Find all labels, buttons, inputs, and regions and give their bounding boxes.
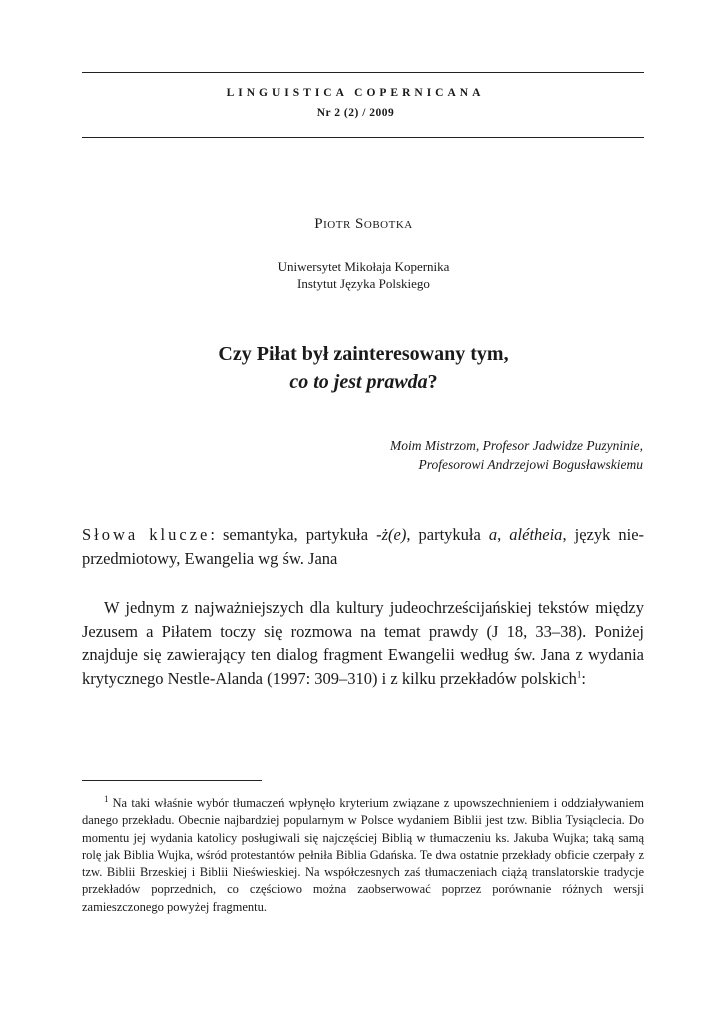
header-bottom-rule <box>82 137 644 138</box>
author-name: Piotr Sobotka <box>314 216 413 232</box>
footnote-text: Na taki właśnie wybór tłumaczeń wpłynęło kryterium związane z upowszechnieniem i oddziaływaniem danego przekładu. Obecnie najbardziej popularnym w Polsce wydaniem Biblii jest tzw. Biblia Tysiąclecia. Do momentu jej wydania katolicy posługiwali się najczęściej Biblią w tłumaczeniu ks. Jakuba Wujka; taką samą rolę jak Biblia Wujka, wśród protestantów pełniła Biblia Gdańska. Te dwa ostatnie przekłady obficie czerpały z tzw. Biblii Brzeskiej i Biblii Nieświeskiej. Na współczesnych zaś tłumaczeniach ciążą translatorskie tradycje przekładów poprzednich, co częściowo można zaobserwować poprzez porównanie różnych wersji zamieszczonego powyżej fragmentu. <box>82 796 644 914</box>
keywords-text-3: , <box>497 525 510 544</box>
footnote <box>82 795 644 916</box>
affiliation-institute: Instytut Języka Polskiego <box>297 276 430 291</box>
title-italic-phrase: co to jest prawda <box>289 371 428 393</box>
journal-issue: Nr 2 (2) / 2009 <box>316 107 395 119</box>
article-title-line-2 <box>0 371 711 394</box>
footnote-reference[interactable]: 1 <box>576 669 582 680</box>
article-title-line-1: Czy Piłat był zainteresowany tym, <box>218 343 509 365</box>
footnote-separator <box>82 780 262 781</box>
body-paragraph <box>82 596 644 690</box>
journal-name: LINGUISTICA COPERNICANA <box>226 87 485 99</box>
dedication-line-2: Profesorowi Andrzejowi Bogusławskiemu <box>418 457 643 472</box>
keywords-text-2: , partykuła <box>406 525 489 544</box>
keywords-label: Słowa klucze <box>82 525 211 544</box>
body-paragraph-end: : <box>581 668 586 688</box>
keywords-term-ze: -ż(e) <box>376 525 407 544</box>
title-question-mark: ? <box>427 371 438 393</box>
body-paragraph-text: W jednym z najważniejszych dla kultury judeochrześcijańskiej tekstów między Jezusem a Piłatem toczy się rozmowa na temat prawdy (J 18, 33–38). Poniżej znajduje się zawierający ten dialog fragment Ewangelii według św. Jana z wydania krytycznego Nestle-Alanda (1997: 309–310) i z kilku przekładów polskich <box>82 598 644 688</box>
keywords-text-4: , język nieprzedmiotowy, Ewangelia wg św. Jana <box>82 525 645 568</box>
footnote-number: 1 <box>104 793 109 804</box>
keywords-paragraph <box>82 523 644 570</box>
keywords-term-aletheia: alétheia <box>509 525 563 544</box>
header-top-rule <box>82 72 644 73</box>
keywords-text-1: semantyka, partykuła <box>223 525 377 544</box>
affiliation-university: Uniwersytet Mikołaja Kopernika <box>277 259 450 274</box>
keywords-term-a: a <box>488 525 498 544</box>
keywords-colon: : <box>210 525 223 544</box>
dedication-line-1: Moim Mistrzom, Profesor Jadwidze Puzyninie, <box>390 438 643 453</box>
